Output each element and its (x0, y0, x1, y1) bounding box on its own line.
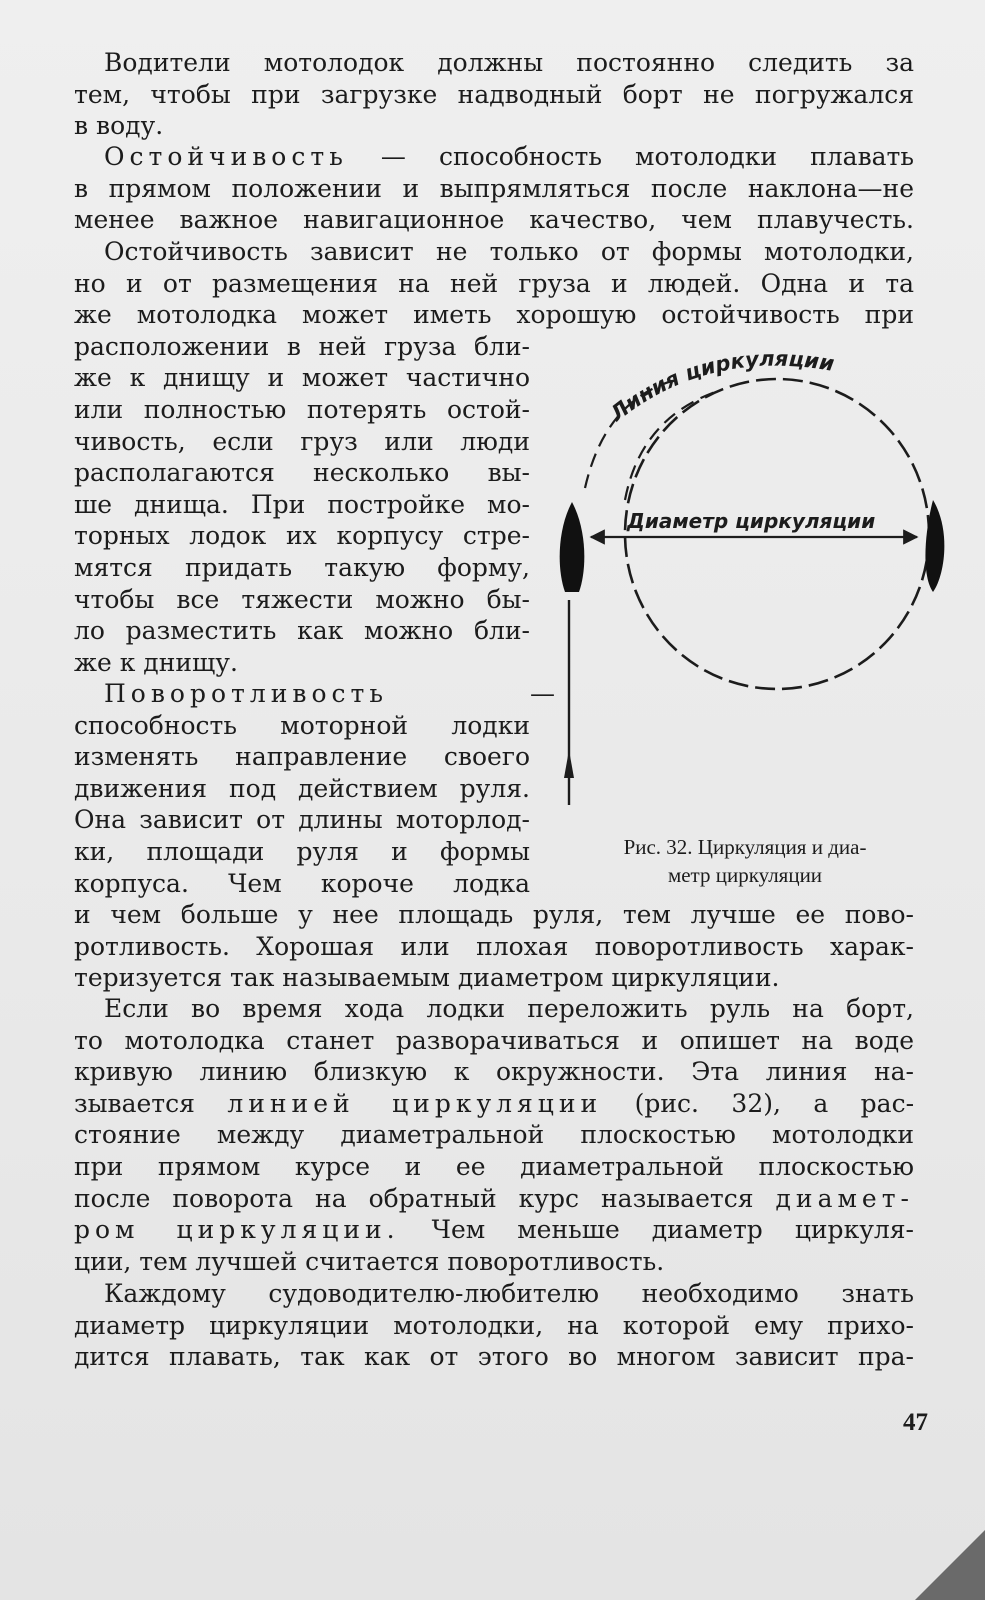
text-line: ки, площади руля и формы (74, 836, 530, 866)
text-span: (рис. 32), а рас- (634, 1088, 914, 1118)
text-line: диаметр циркуляции мотолодки, на которой ему прихо- (74, 1310, 914, 1340)
text-line: расположении в ней груза бли- (74, 331, 530, 361)
text-line: Если во время хода лодки переложить руль на борт, (104, 994, 914, 1023)
text-line: Водители мотолодок должны постоянно следить за (104, 48, 914, 77)
text-line (74, 141, 914, 173)
boat-end-shape (925, 500, 944, 592)
paragraph-5 (74, 993, 914, 1277)
text-line: то мотолодка станет разворачиваться и опишет на воде (74, 1025, 914, 1055)
course-arrow (564, 750, 574, 778)
text-line: располагаются несколько вы- (74, 458, 530, 488)
text-line: дится плавать, так как от этого во многом зависит пра- (74, 1342, 914, 1372)
term-circulation-diameter: диамет- (775, 1183, 914, 1213)
arc-label-path: Линия циркуляции (605, 346, 836, 426)
caption-line: Рис. 32. Циркуляция и диа- (623, 835, 867, 859)
text-line: или полностью потерять остой- (74, 394, 530, 424)
text-line: менее важное навигационное качество, чем плавучесть. (74, 205, 914, 235)
text-line: ше днища. При постройке мо- (74, 489, 530, 519)
text-line (74, 1214, 914, 1246)
page-corner (915, 1530, 985, 1600)
text-line: же к днищу и может частично (74, 363, 530, 393)
text-line: в воду. (74, 111, 164, 141)
boat-start-shape (560, 502, 585, 592)
term-stability: Остойчивость (104, 142, 348, 171)
term-maneuverability: Поворотливость — (104, 679, 560, 708)
text-line: способность моторной лодки (74, 710, 530, 740)
term-circulation-line: линией циркуляции (227, 1088, 603, 1118)
text-line: при прямом курсе и ее диаметральной плоскостью (74, 1151, 914, 1181)
text-line: чтобы все тяжести можно бы- (74, 584, 530, 614)
text-line: стояние между диаметральной плоскостью мотолодки (74, 1120, 914, 1150)
circulation-figure (555, 330, 965, 835)
text-line: ло разместить как можно бли- (74, 616, 530, 646)
text-line: же к днищу. (74, 647, 238, 677)
text-span: Чем меньше диаметр циркуля- (431, 1215, 914, 1245)
paragraph-6 (74, 1278, 914, 1373)
text-line: в прямом положении и выпрямляться после наклона—не (74, 173, 914, 203)
text-line: ции, тем лучшей считается поворотливость. (74, 1246, 665, 1276)
text-line: но и от размещения на ней груза и людей. Одна и та (74, 268, 914, 298)
text-line: Она зависит от длины моторлод- (74, 805, 530, 835)
text-line: ротливость. Хорошая или плохая поворотливость харак- (74, 931, 914, 961)
text-line: Каждому судоводителю-любителю необходимо знать (104, 1279, 914, 1308)
text-line (74, 1088, 914, 1120)
paragraph-1 (74, 47, 914, 142)
text-line: теризуется так называемым диаметром циркуляции. (74, 963, 780, 993)
text-line: кривую линию близкую к окружности. Эта линия на- (74, 1057, 914, 1087)
text-line (74, 1183, 914, 1215)
circulation-circle (625, 379, 929, 689)
page-number: 47 (903, 1409, 928, 1436)
text-line: торных лодок их корпусу стре- (74, 521, 530, 551)
text-line: Остойчивость зависит не только от формы мотолодки, (104, 237, 914, 266)
text-line: изменять направление своего (74, 742, 530, 772)
text-line: движения под действием руля. (74, 773, 530, 803)
term-circulation-diameter-cont: ром циркуляции. (74, 1215, 400, 1245)
figure-caption (565, 833, 925, 889)
diameter-label: Диаметр циркуляции (627, 509, 876, 533)
text-line: мятся придать такую форму, (74, 552, 530, 582)
caption-line: метр циркуляции (667, 863, 823, 887)
text-span: после поворота на обратный курс называется (74, 1183, 754, 1213)
paragraph-2 (74, 141, 914, 236)
text-line: же мотолодка может иметь хорошую остойчивость при (74, 300, 914, 330)
arc-label (605, 347, 837, 427)
text-line: корпуса. Чем короче лодка (74, 868, 530, 898)
text-span: — способность мотолодки плавать (380, 142, 914, 171)
text-line: и чем больше у нее площадь руля, тем лучше ее пово- (74, 900, 914, 930)
text-span: зывается (74, 1088, 195, 1118)
text-line: тем, чтобы при загрузке надводный борт не погружался (74, 79, 914, 109)
text-line: чивость, если груз или люди (74, 426, 530, 456)
